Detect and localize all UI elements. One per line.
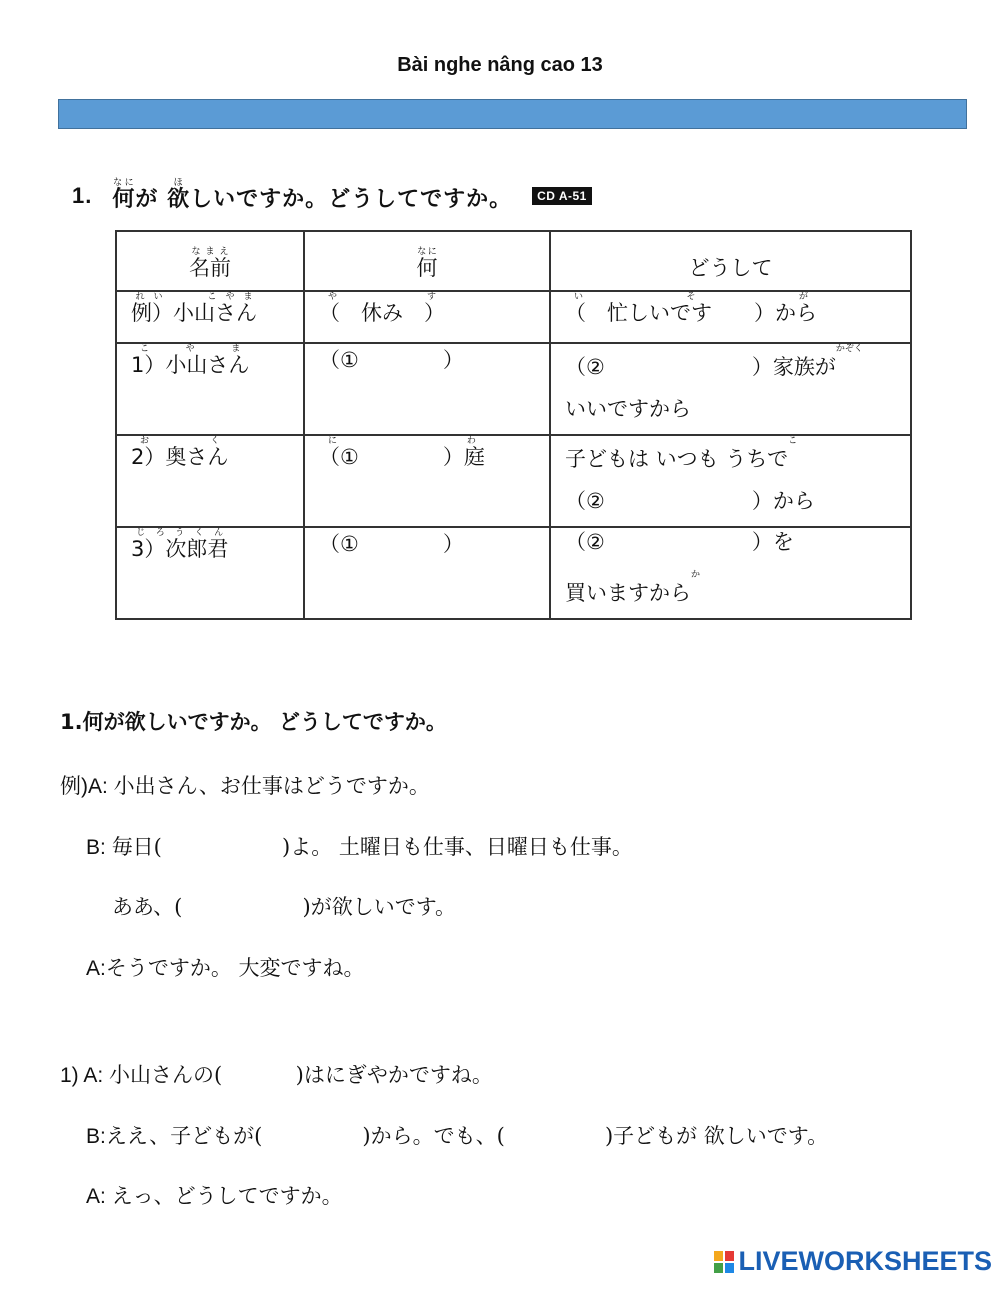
dialogue-line: ああ、( )が欲しいです。 [112,895,457,919]
row-what: （① ） [304,527,550,619]
row-what: （ 休み ）やす [304,291,550,343]
header-name: 名前なまえ [116,231,304,291]
table-row [116,343,911,435]
header-bar [58,99,967,129]
answer-table [115,230,912,620]
cd-track-badge: CD A-51 [532,187,592,205]
row-why: 子どもは いつも うちでこ （② ）から [550,435,911,527]
row-why: （ 忙しいです ）からいそが [550,291,911,343]
row-name: 例）小山さんれい こやま [116,291,304,343]
exercise-question: 何なにが 欲ほしいですか。どうしてですか。 [112,178,513,212]
header-why: どうして [550,231,911,291]
row-why: （② ）を 買いますからか [550,527,911,619]
row-name: 3）次郎君じろうくん [116,527,304,619]
table-row [116,435,911,527]
row-what: （① ）庭にわ [304,435,550,527]
section-heading: 1.何が欲しいですか。 どうしてですか。 [60,710,447,734]
logo-text: LIVEWORKSHEETS [738,1246,992,1276]
dialogue-line: B:ええ、子どもが( )から。でも、( )子どもが 欲しいです。 [86,1124,829,1148]
dialogue-line: A: えっ、どうしてですか。 [86,1184,343,1208]
table-row [116,527,911,619]
dialogue-line: A:そうですか。 大変ですね。 [86,956,365,980]
row-what: （① ） [304,343,550,435]
exercise-number: 1. [72,182,93,208]
table-header-row [116,231,911,291]
page-title: Bài nghe nâng cao 13 [397,54,603,76]
row-why: （② ）家族がかぞく いいですから [550,343,911,435]
dialogue-line: 1) A: 小山さんの( )はにぎやかですね。 [60,1063,493,1087]
logo-blocks-icon [714,1251,734,1273]
header-what: 何なに [304,231,550,291]
dialogue-line: 例)A: 小出さん、お仕事はどうですか。 [60,774,430,798]
exercise-heading [72,178,592,213]
liveworksheets-logo [714,1246,992,1277]
row-name: 2）奥さんおく [116,435,304,527]
dialogue-line: B: 毎日( )よ。 土曜日も仕事、日曜日も仕事。 [86,835,633,859]
row-name: 1）小山さんこやま [116,343,304,435]
table-row [116,291,911,343]
